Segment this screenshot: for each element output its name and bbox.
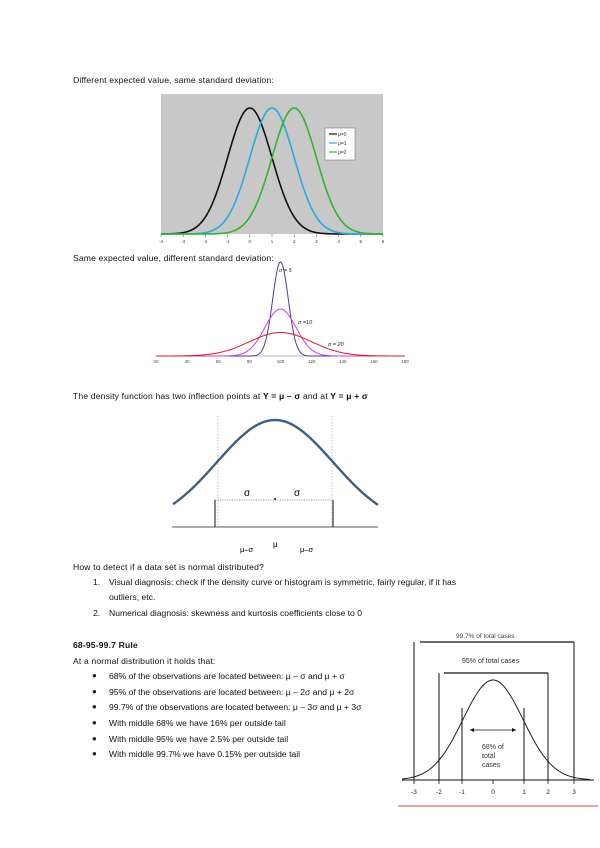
x-tick-label: 140 bbox=[338, 359, 347, 364]
label-68-line1: 68% of bbox=[482, 744, 504, 751]
chart-inflection-points bbox=[170, 408, 385, 563]
x-tick-label: 0 bbox=[248, 239, 252, 244]
x-tick-label: 180 bbox=[401, 359, 409, 364]
inflection-and: and at bbox=[300, 391, 331, 401]
x-tick-label: 3 bbox=[315, 239, 318, 244]
plot-background bbox=[161, 94, 383, 234]
x-tick-label: 2 bbox=[546, 789, 550, 796]
rule-bullet-4: With middle 68% we have 16% per outside tail bbox=[109, 718, 286, 728]
sigma-right-label: σ bbox=[294, 488, 301, 499]
legend-label-1: μ=1 bbox=[338, 141, 347, 147]
bullet-dot: ● bbox=[92, 671, 97, 680]
label-68-line2: total bbox=[482, 753, 496, 760]
inflection-formula-1: Y = μ – σ bbox=[262, 391, 301, 401]
rule-bullet-2: 95% of the observations are located between: μ – 2σ and μ + 2σ bbox=[109, 687, 355, 697]
rule-bullet-3: 99.7% of the observations are located between: μ – 3σ and μ + 3σ bbox=[109, 702, 362, 712]
list-item-2: Numerical diagnosis: skewness and kurtosis coefficients close to 0 bbox=[109, 608, 362, 618]
x-tick-label: -3 bbox=[181, 239, 186, 244]
mu-label: μ bbox=[273, 540, 278, 549]
x-tick-label: 4 bbox=[337, 239, 340, 244]
x-tick-label: 20 bbox=[153, 359, 159, 364]
label-95: 95% of total cases bbox=[462, 658, 520, 665]
bullet-dot: ● bbox=[92, 749, 97, 758]
rule-bullet-1: 68% of the observations are located between: μ – σ and μ + σ bbox=[109, 671, 345, 681]
x-tick-label: -3 bbox=[411, 789, 417, 796]
mu-plus-sigma-label: μ–σ bbox=[300, 545, 314, 554]
x-tick-label: 80 bbox=[246, 359, 252, 364]
detect-question: How to detect if a data set is normal distributed? bbox=[73, 562, 264, 572]
x-tick-label: 120 bbox=[307, 359, 316, 364]
x-tick-label: 2 bbox=[292, 239, 296, 244]
bullet-dot: ● bbox=[92, 687, 97, 696]
rule-bullet-6: With middle 99.7% we have 0.15% per outside tail bbox=[109, 749, 301, 759]
mu-minus-sigma-label: μ–σ bbox=[240, 545, 254, 554]
inflection-text: The density function has two inflection points at bbox=[73, 391, 263, 401]
list-item-1-line1: Visual diagnosis: check if the density curve or histogram is symmetric, fairly regular, if it has bbox=[109, 577, 457, 587]
chart-different-sd bbox=[148, 258, 413, 366]
x-tick-label: 3 bbox=[572, 789, 576, 796]
x-tick-label: 60 bbox=[215, 359, 221, 364]
x-tick-label: -1 bbox=[459, 789, 465, 796]
chart-empirical-rule bbox=[398, 630, 598, 815]
rule-intro: At a normal distribution it holds that: bbox=[73, 656, 216, 666]
x-tick-label: 40 bbox=[184, 359, 190, 364]
list-item-1-line2: outliers, etc. bbox=[109, 592, 156, 602]
x-tick-label: 1 bbox=[522, 789, 526, 796]
x-tick-label: 0 bbox=[491, 789, 495, 796]
x-tick-label: -1 bbox=[225, 239, 230, 244]
series-label-0: σ = 5 bbox=[279, 268, 292, 274]
x-tick-label: 1 bbox=[270, 239, 274, 244]
bullet-dot: ● bbox=[92, 718, 97, 727]
x-tick-label: -2 bbox=[436, 789, 442, 796]
inflection-sentence bbox=[73, 391, 368, 401]
bell-curve bbox=[173, 420, 378, 505]
curve-series-2 bbox=[156, 333, 405, 356]
legend-label-2: μ=2 bbox=[338, 150, 347, 156]
label-99-7: 99.7% of total cases bbox=[456, 633, 515, 640]
sigma-left-label: σ bbox=[244, 488, 251, 499]
x-tick-label: 160 bbox=[370, 359, 378, 364]
series-label-1: σ =10 bbox=[298, 320, 313, 326]
inflection-formula-2: Y = μ + σ bbox=[330, 391, 368, 401]
legend-label-0: μ=0 bbox=[338, 132, 347, 138]
list-number-1: 1. bbox=[93, 577, 101, 587]
x-tick-label: -2 bbox=[203, 239, 208, 244]
section1-heading: Different expected value, same standard deviation: bbox=[73, 75, 274, 85]
x-tick-label: 6 bbox=[381, 239, 385, 244]
legend bbox=[325, 128, 355, 160]
rule-title: 68-95-99.7 Rule bbox=[73, 640, 138, 650]
series-label-2: σ = 20 bbox=[328, 342, 344, 348]
chart-different-means bbox=[158, 94, 388, 244]
section2-heading: Same expected value, different standard deviation: bbox=[73, 253, 274, 263]
x-tick-label: 100 bbox=[276, 359, 285, 364]
x-tick-label: -4 bbox=[158, 239, 164, 244]
bullet-dot: ● bbox=[92, 734, 97, 743]
x-tick-label: 5 bbox=[359, 239, 363, 244]
label-68-line3: cases bbox=[482, 762, 501, 769]
bullet-dot: ● bbox=[92, 702, 97, 711]
list-number-2: 2. bbox=[93, 608, 101, 618]
rule-bullet-5: With middle 95% we have 2.5% per outside tail bbox=[109, 734, 289, 744]
